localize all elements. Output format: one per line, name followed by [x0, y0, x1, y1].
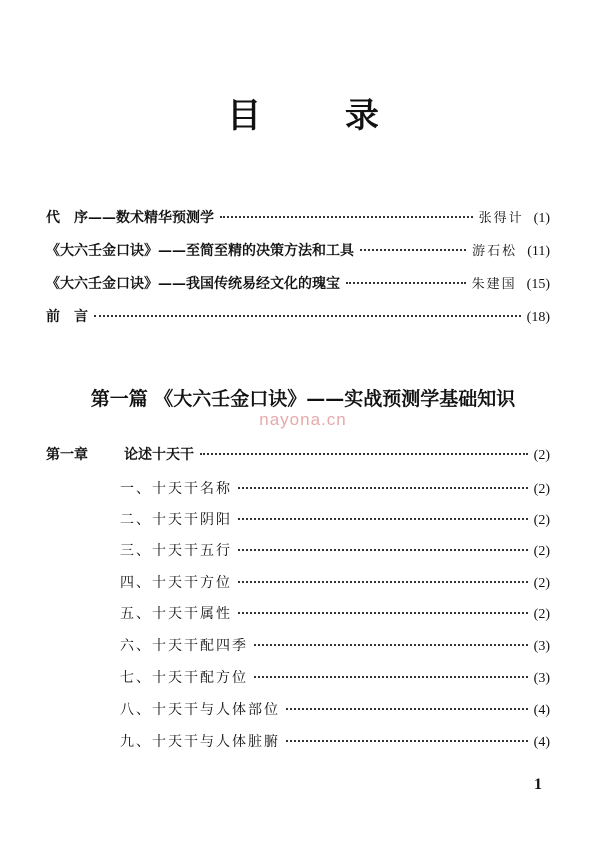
- toc-entry-section[interactable]: [120, 509, 550, 529]
- part-title: 第一篇 《大六壬金口诀》——实战预测学基础知识: [90, 388, 516, 410]
- toc-entry-page: (2): [533, 576, 550, 591]
- toc-entry-section[interactable]: [120, 731, 550, 751]
- toc-entry-section[interactable]: [120, 635, 550, 655]
- dot-leader: [238, 518, 528, 520]
- toc-entry-label: 前 言: [46, 309, 88, 325]
- chapter-number: 第一章: [46, 447, 88, 463]
- dot-leader: [238, 581, 528, 583]
- toc-entry-label: 八、十天干与人体部位: [120, 702, 280, 718]
- toc-entry-label: 《大六壬金口诀》——至简至精的决策方法和工具: [46, 243, 354, 259]
- toc-entry-chapter-1[interactable]: [46, 444, 550, 464]
- watermark: nayona.cn: [259, 410, 347, 429]
- toc-entry-label: 二、十天干阴阳: [120, 512, 232, 528]
- toc-entry-page: (2): [533, 607, 550, 622]
- dot-leader: [238, 612, 528, 614]
- toc-entry-label: 四、十天干方位: [120, 575, 232, 591]
- dot-leader: [254, 644, 528, 646]
- toc-entry-label: 三、十天干五行: [120, 543, 232, 559]
- toc-entry-foreword-zhu[interactable]: [46, 273, 550, 293]
- toc-entry-section[interactable]: [120, 572, 550, 592]
- toc-entry-section[interactable]: [120, 667, 550, 687]
- toc-entry-label: 五、十天干属性: [120, 606, 232, 622]
- page-title: 目 录: [227, 96, 415, 136]
- toc-entry-page: (4): [533, 735, 550, 750]
- dot-leader: [238, 549, 528, 551]
- page-number: 1: [534, 776, 542, 793]
- toc-entry-label: 七、十天干配方位: [120, 670, 248, 686]
- toc-entry-page: (3): [533, 671, 550, 686]
- toc-entry-author: 朱建国: [471, 277, 517, 292]
- toc-entry-preface[interactable]: [46, 207, 550, 227]
- toc-entry-label: 九、十天干与人体脏腑: [120, 734, 280, 750]
- dot-leader: [238, 487, 528, 489]
- dot-leader: [286, 740, 528, 742]
- toc-entry-page: (1): [533, 211, 550, 226]
- toc-entry-label: 代 序——数术精华预测学: [46, 210, 214, 226]
- toc-entry-label: 六、十天干配四季: [120, 638, 248, 654]
- toc-entry-section[interactable]: [120, 699, 550, 719]
- toc-entry-section[interactable]: [120, 603, 550, 623]
- toc-entry-section[interactable]: [120, 478, 550, 498]
- toc-entry-label: 一、十天干名称: [120, 481, 232, 497]
- toc-entry-page: (15): [526, 277, 550, 292]
- toc-entry-author: 游石松: [472, 244, 518, 259]
- dot-leader: [286, 708, 528, 710]
- toc-entry-foreword-you[interactable]: [46, 240, 550, 260]
- toc-entry-introduction[interactable]: [46, 306, 550, 326]
- dot-leader: [360, 249, 466, 251]
- toc-entry-page: (11): [527, 244, 550, 259]
- dot-leader: [346, 282, 466, 284]
- toc-entry-page: (3): [533, 639, 550, 654]
- chapter-title: 论述十天干: [124, 447, 194, 463]
- dot-leader: [200, 453, 528, 455]
- toc-entry-page: (2): [533, 482, 550, 497]
- dot-leader: [220, 216, 473, 218]
- dot-leader: [94, 315, 521, 317]
- toc-entry-page: (4): [533, 703, 550, 718]
- dot-leader: [254, 676, 528, 678]
- toc-entry-page: (2): [533, 448, 550, 463]
- toc-entry-label: 《大六壬金口诀》——我国传统易经文化的瑰宝: [46, 276, 340, 292]
- toc-entry-section[interactable]: [120, 540, 550, 560]
- toc-entry-page: (18): [526, 310, 550, 325]
- toc-entry-page: (2): [533, 513, 550, 528]
- toc-entry-author: 张得计: [478, 211, 524, 226]
- toc-entry-page: (2): [533, 544, 550, 559]
